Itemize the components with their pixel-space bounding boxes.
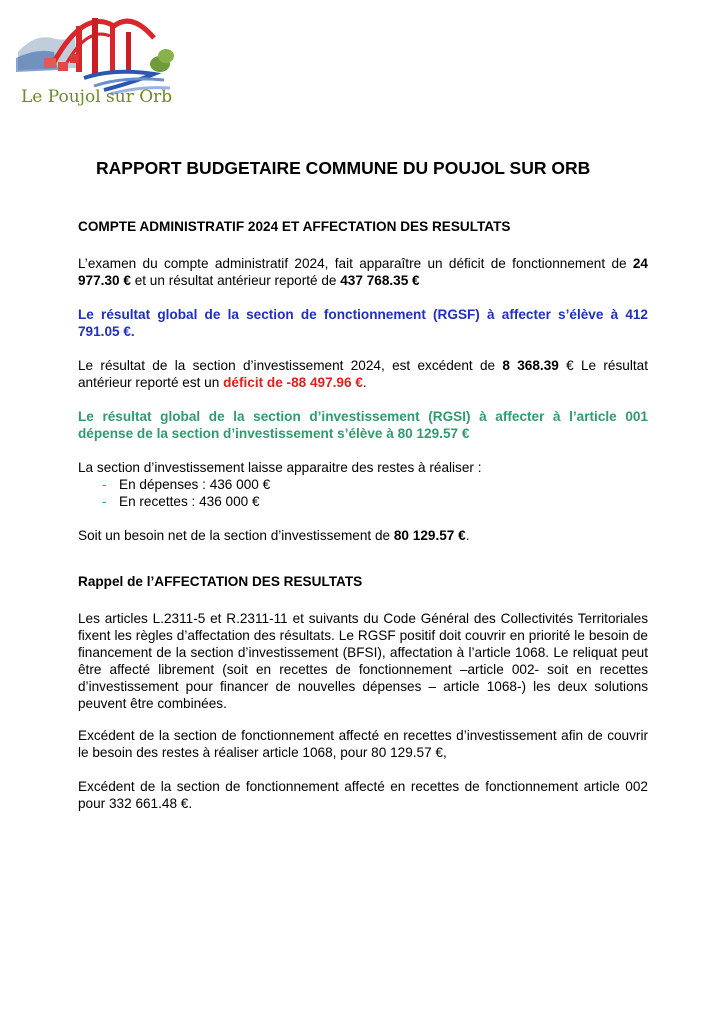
paragraph-excedent-fonctionnement: Excédent de la section de fonctionnement affecté en recettes de fonctionnement article 002 pour 332 661.48 €. [78, 779, 648, 811]
text: . [465, 528, 470, 543]
paragraph-articles: Les articles L.2311-5 et R.2311-11 et suivants du Code Général des Collectivités Territoriales fixent les règles d’affectation des résultats. Le RGSF positif doit couvrir en priorité le besoin de financement de la section d’investissement (BFSI), affectation à l’article 1068. Le reliquat peut être affecté librement (soit en recettes de fonctionnement –article 002- soit en recettes d’investissement pour financer de nouvelles dépenses – article 1068-) les deux solutions peuvent être combinées. [78, 611, 648, 711]
rgsi-statement: Le résultat global de la section d’investissement (RGSI) à affecter à l’article 001 dépense de la section d’investissement s’élève à 80 129.57 € [78, 409, 648, 441]
excedent-investissement-value: 8 368.39 [502, 358, 559, 373]
text: . [362, 375, 367, 390]
paragraph-examen [78, 255, 648, 289]
section-heading-compte-administratif: COMPTE ADMINISTRATIF 2024 ET AFFECTATION DES RESULTATS [78, 219, 511, 234]
list-item-text: En dépenses : 436 000 € [119, 477, 271, 492]
list-item-text: En recettes : 436 000 € [119, 494, 260, 509]
deficit-anterieur-value: déficit de -88 497.96 € [223, 375, 363, 390]
dash-bullet: - [102, 494, 107, 509]
restes-intro: La section d’investissement laisse apparaitre des restes à réaliser : [78, 460, 482, 475]
text: et un résultat antérieur reporté de [130, 273, 341, 288]
deficit-fonctionnement-value: 24 977.30 € [78, 256, 648, 288]
text: L’examen du compte administratif 2024, fait apparaître un déficit de fonctionnement de [78, 256, 633, 271]
list-item [78, 476, 270, 493]
text: Le résultat de la section d’investissement 2024, est excédent de [78, 358, 503, 373]
list-item [78, 493, 270, 510]
resultat-anterieur-value: 437 768.35 € [340, 273, 420, 288]
besoin-net-value: 80 129.57 € [393, 528, 466, 543]
besoin-net [78, 527, 648, 544]
text: € Le résultat antérieur reporté est un [78, 358, 648, 390]
text: Soit un besoin net de la section d’investissement de [78, 528, 394, 543]
rgsf-statement: Le résultat global de la section de fonctionnement (RGSF) à affecter s’élève à 412 791.05 €. [78, 307, 648, 339]
paragraph-investissement [78, 357, 648, 391]
restes-list [78, 476, 270, 510]
paragraph-excedent-investissement: Excédent de la section de fonctionnement affecté en recettes d’investissement afin de couvrir le besoin des restes à réaliser article 1068, pour 80 129.57 €, [78, 728, 648, 760]
section-heading-affectation: Rappel de l’AFFECTATION DES RESULTATS [78, 574, 363, 589]
dash-bullet: - [102, 477, 107, 492]
logo-text: Le Poujol sur Orb [21, 87, 173, 107]
page-title: RAPPORT BUDGETAIRE COMMUNE DU POUJOL SUR ORB [96, 158, 591, 178]
